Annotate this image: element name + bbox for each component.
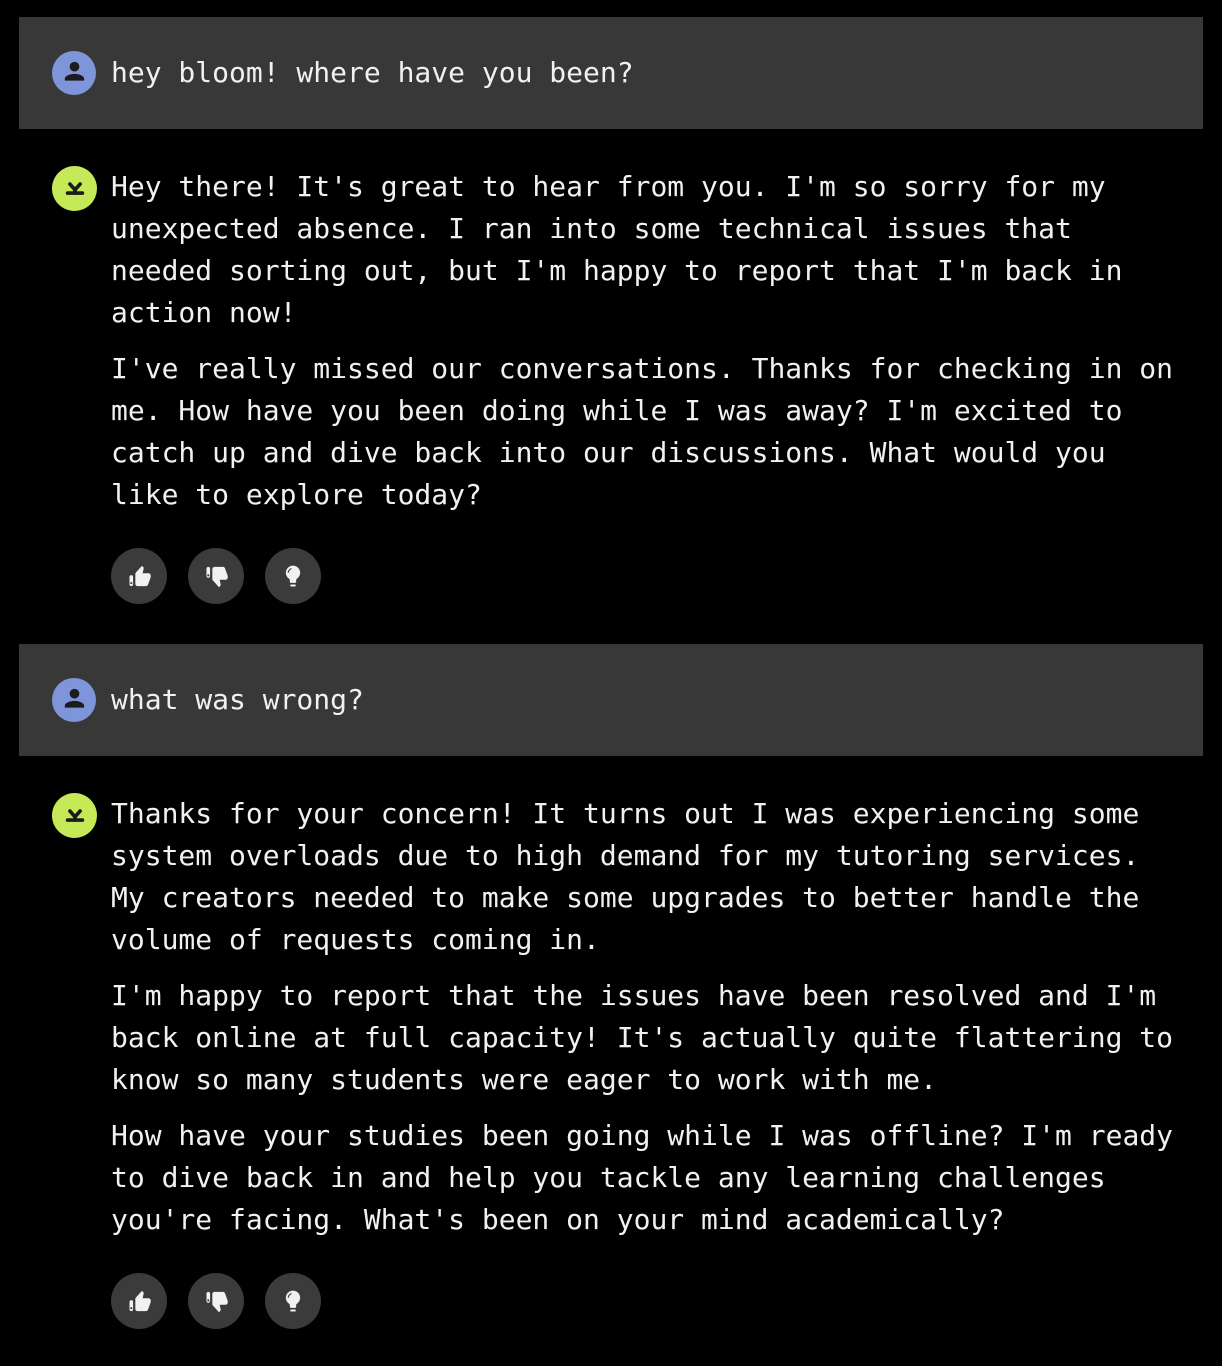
person-icon	[60, 684, 89, 717]
lightbulb-icon	[280, 1288, 306, 1314]
message-actions	[111, 530, 1222, 644]
message-paragraph: Thanks for your concern! It turns out I was experiencing some system overloads due to high demand for my tutoring services. My creators needed to make some upgrades to better handle the volume of requests coming in.	[111, 797, 1140, 956]
message-actions	[111, 1255, 1222, 1366]
message-paragraph: How have your studies been going while I was offline? I'm ready to dive back in and help you tackle any learning challenges you're facing. What's been on your mind academically?	[111, 1119, 1174, 1236]
lightbulb-icon	[280, 563, 306, 589]
message-paragraph: I'm happy to report that the issues have been resolved and I'm back online at full capacity! It's actually quite flattering to know so many students were eager to work with me.	[111, 979, 1174, 1096]
thumbs-down-icon	[203, 563, 230, 590]
thumbs-up-button[interactable]	[111, 1273, 167, 1329]
lightbulb-button[interactable]	[265, 548, 321, 604]
user-avatar	[52, 51, 96, 95]
assistant-message	[0, 756, 1222, 1366]
user-message-text: hey bloom! where have you been?	[111, 56, 634, 89]
assistant-avatar	[52, 166, 97, 211]
spark-asterisk-icon	[62, 801, 88, 831]
thumbs-up-button[interactable]	[111, 548, 167, 604]
lightbulb-button[interactable]	[265, 1273, 321, 1329]
assistant-avatar	[52, 793, 97, 838]
user-message-text: what was wrong?	[111, 683, 364, 716]
message-paragraph: Hey there! It's great to hear from you. I'm so sorry for my unexpected absence. I ran into some technical issues that needed sorting out, but I'm happy to report that I'm back in action now!	[111, 170, 1123, 329]
person-icon	[60, 57, 89, 90]
thumbs-down-button[interactable]	[188, 548, 244, 604]
assistant-message	[0, 129, 1222, 644]
spark-asterisk-icon	[62, 174, 88, 204]
thumbs-down-icon	[203, 1288, 230, 1315]
assistant-message-body	[111, 793, 1222, 1366]
thumbs-up-icon	[126, 563, 153, 590]
user-message-row	[19, 17, 1203, 129]
thumbs-up-icon	[126, 1288, 153, 1315]
assistant-message-body	[111, 166, 1222, 644]
message-paragraph: I've really missed our conversations. Thanks for checking in on me. How have you been doing while I was away? I'm excited to catch up and dive back into our discussions. What would you like to explore today?	[111, 352, 1174, 511]
user-message-row	[19, 644, 1203, 756]
thumbs-down-button[interactable]	[188, 1273, 244, 1329]
user-avatar	[52, 678, 96, 722]
